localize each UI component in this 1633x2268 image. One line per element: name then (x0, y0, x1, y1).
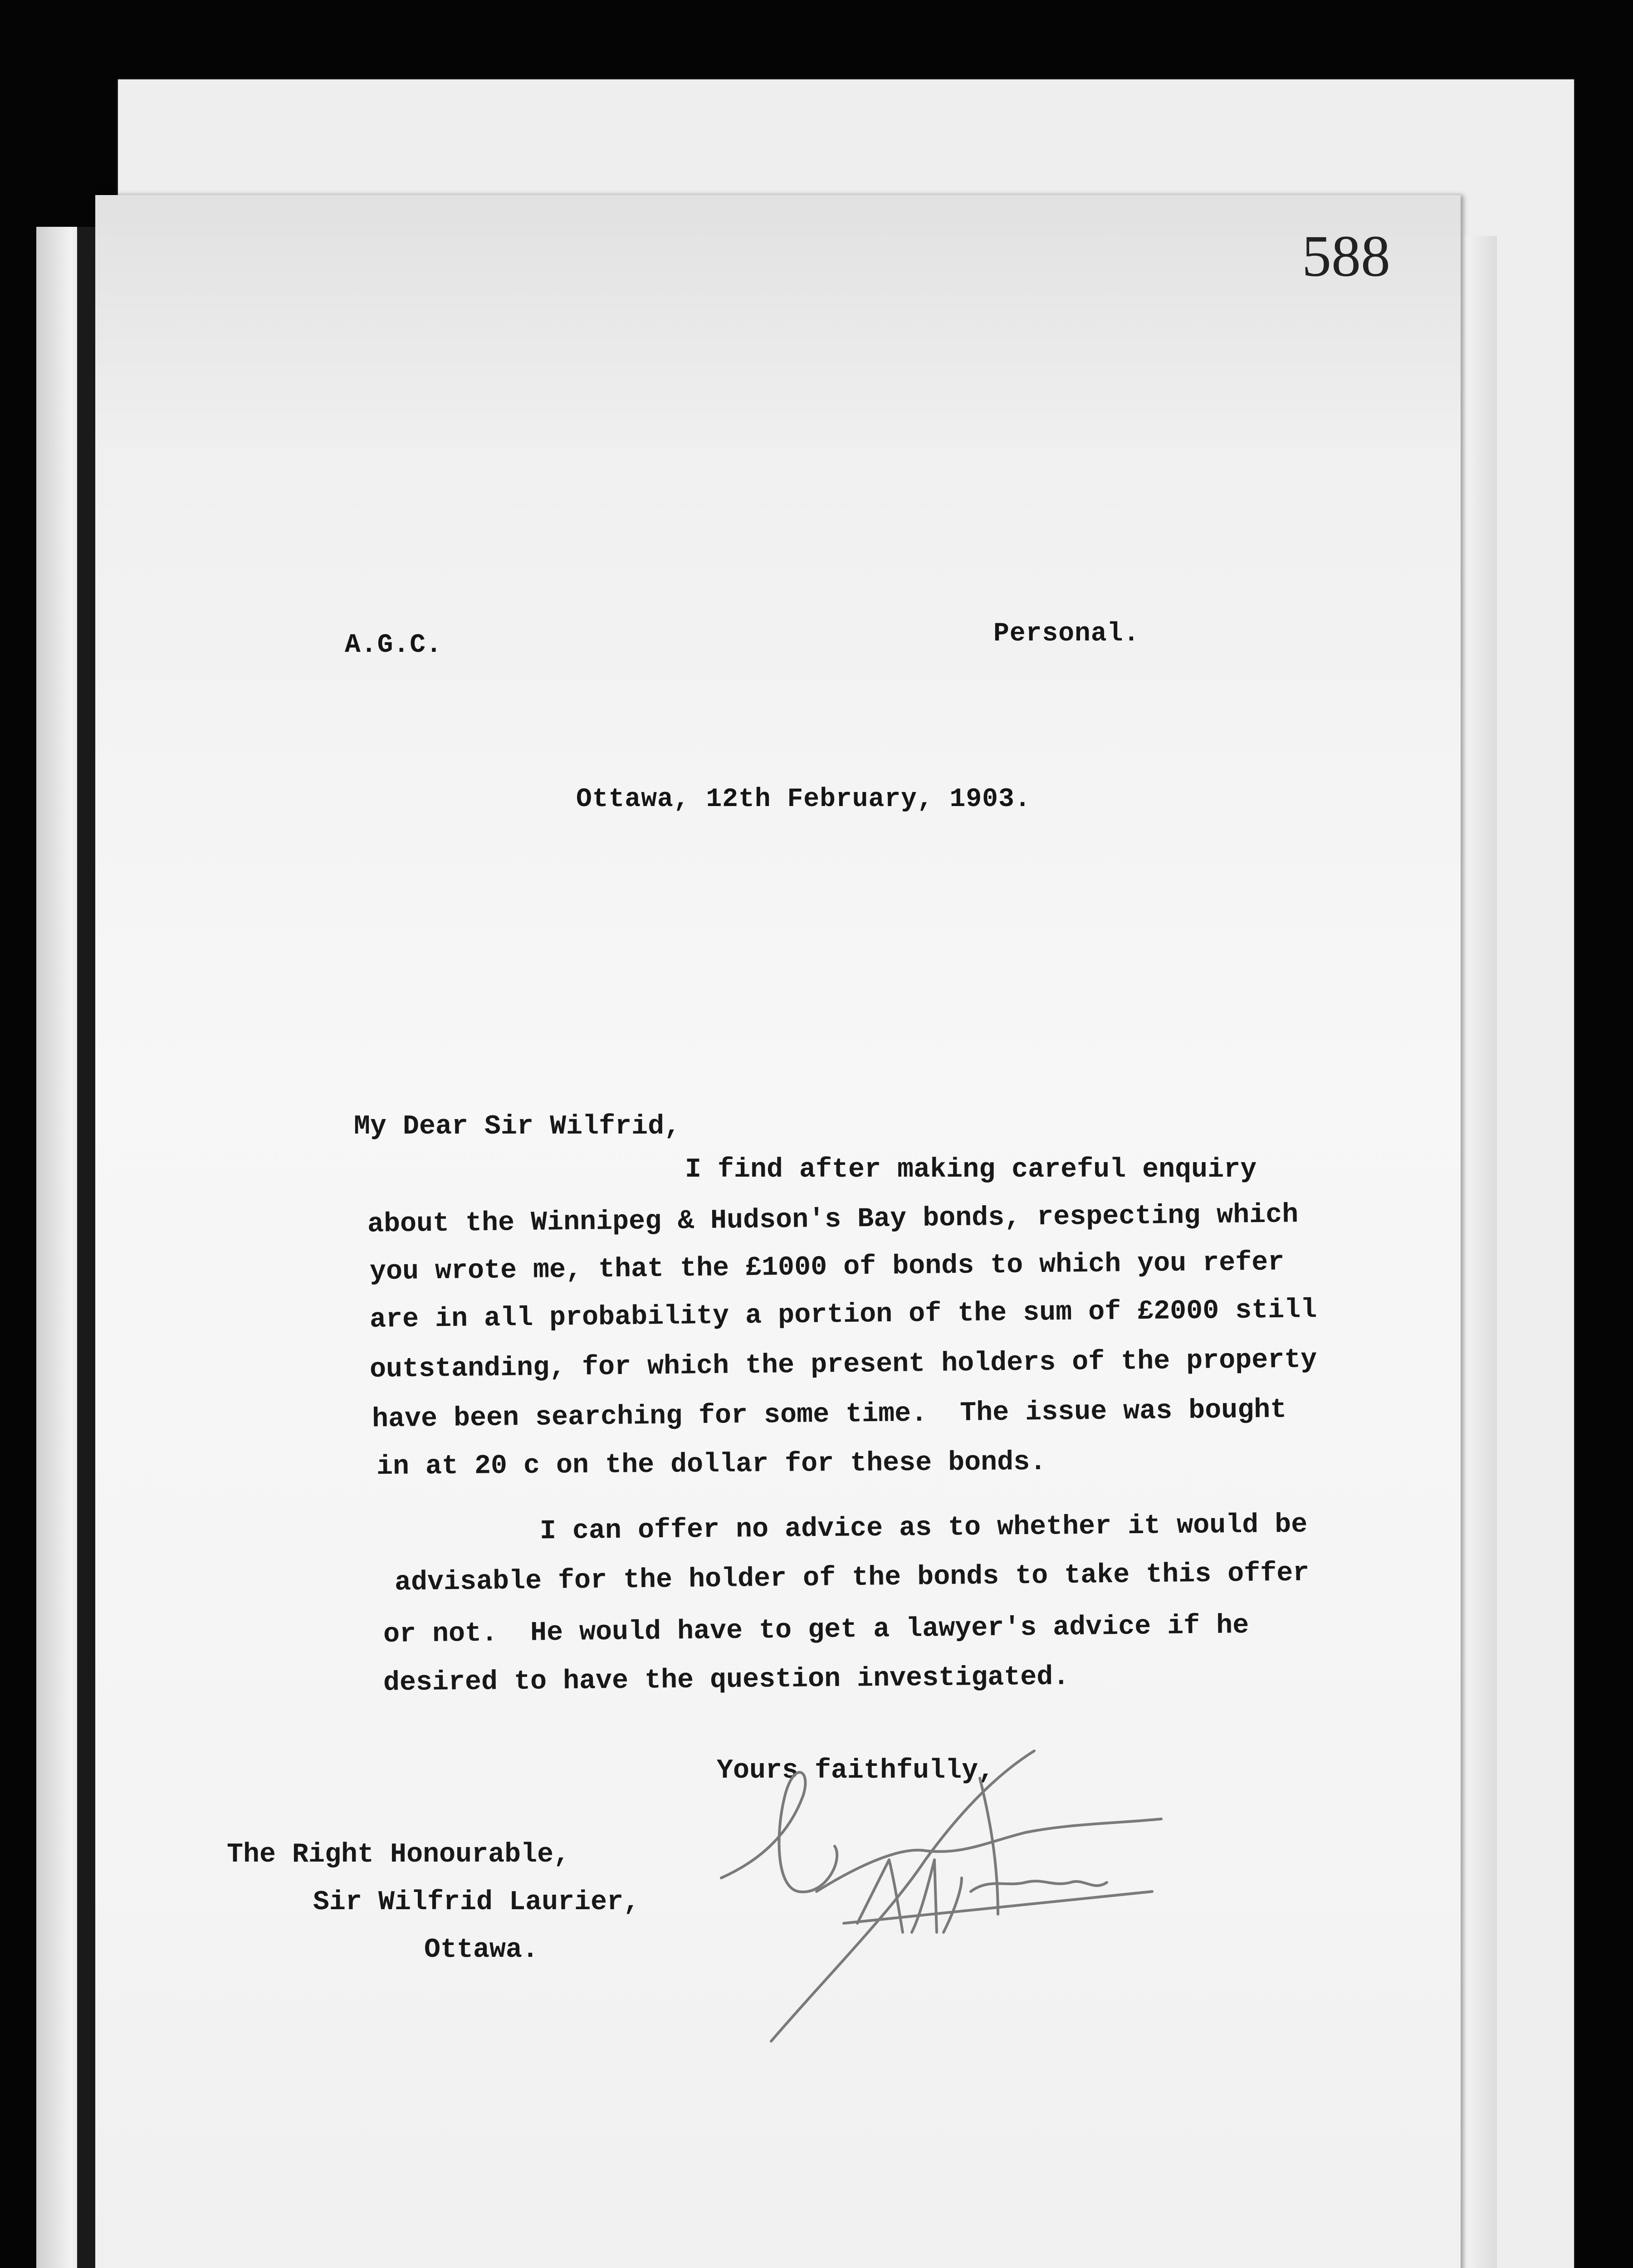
body-line: in at 20 c on the dollar for these bonds. (376, 1447, 1046, 1483)
body-line: you wrote me, that the £1000 of bonds to which you refer (369, 1247, 1285, 1288)
body-line: advisable for the holder of the bonds to take this offer (394, 1558, 1310, 1598)
addressee-line: Sir Wilfrid Laurier, (313, 1887, 640, 1918)
body-line: outstanding, for which the present holders of the property (369, 1344, 1317, 1385)
salutation: My Dear Sir Wilfrid, (354, 1111, 681, 1142)
handwritten-signature (708, 1742, 1207, 2059)
body-line: I can offer no advice as to whether it would be (539, 1509, 1308, 1547)
personal-marking: Personal. (993, 619, 1140, 649)
body-line: desired to have the question investigated. (383, 1662, 1070, 1699)
body-line: or not. He would have to get a lawyer's advice if he (383, 1610, 1249, 1650)
addressee-line: The Right Honourable, (227, 1839, 570, 1870)
body-line: have been searching for some time. The issue was bought (372, 1394, 1287, 1435)
page-number: 588 (1302, 224, 1390, 289)
dateline: Ottawa, 12th February, 1903. (576, 785, 1031, 814)
body-line: are in all probability a portion of the sum of £2000 still (369, 1295, 1317, 1335)
body-line: about the Winnipeg & Hudson's Bay bonds, respecting which (367, 1199, 1299, 1240)
body-line: I find after making careful enquiry (685, 1154, 1257, 1185)
reference-initials: A.G.C. (345, 631, 442, 660)
closing: Yours faithfully, (717, 1755, 995, 1786)
addressee-line: Ottawa. (424, 1935, 539, 1965)
